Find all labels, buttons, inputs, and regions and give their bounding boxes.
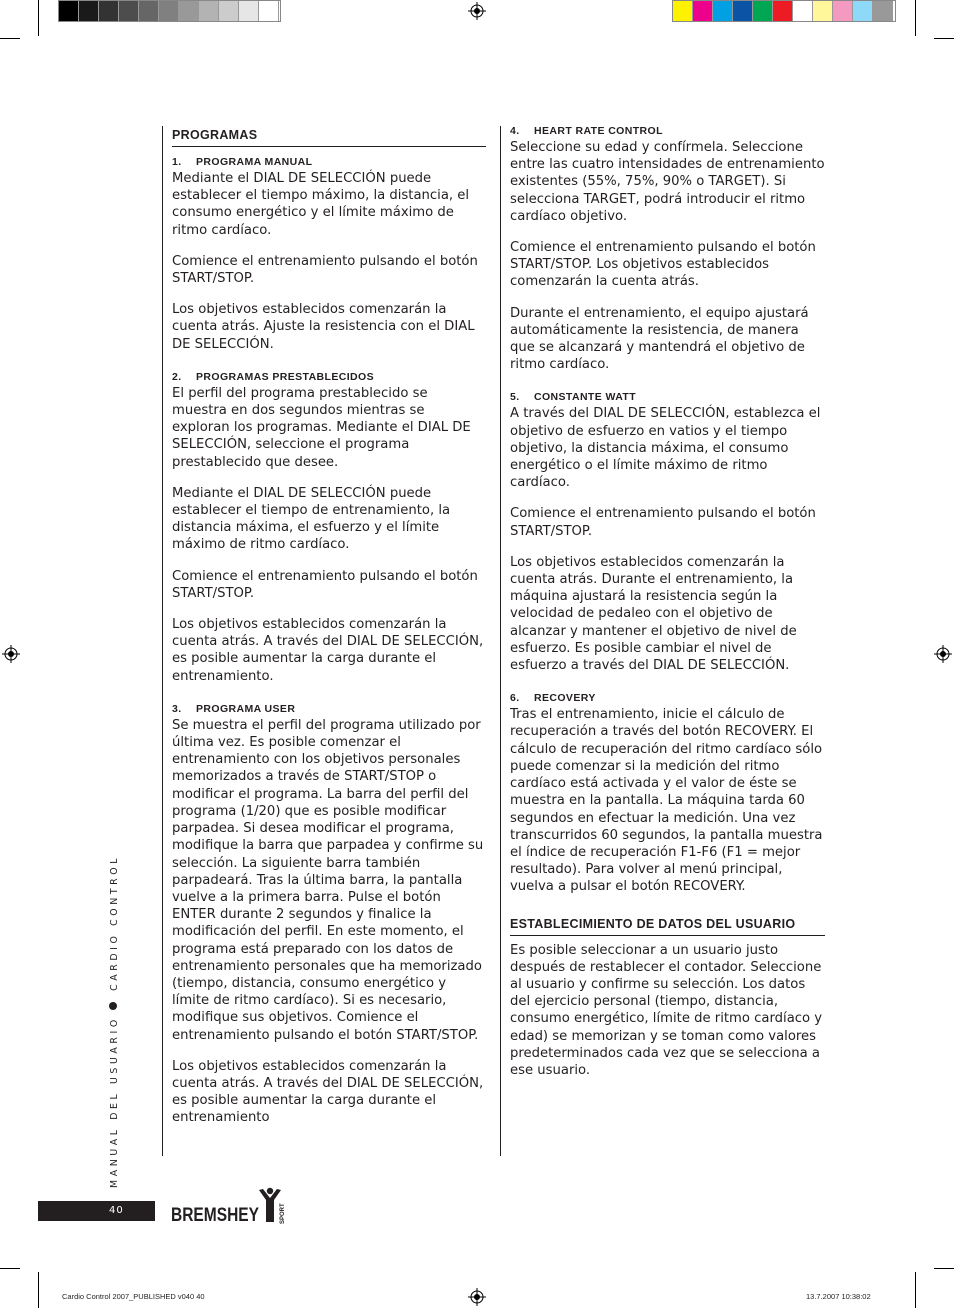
registration-mark-icon [468, 1288, 486, 1306]
color-swatch [693, 1, 713, 21]
crop-mark [38, 0, 39, 36]
paragraph: Los objetivos establecidos comenzarán la cuenta atrás. Durante el entrenamiento, la máquina ajustará la resistencia según la velocidad de pedaleo con el objetivo de alcanzar y mantener el objetivo de nivel de esfuerzo. Es posible cambiar el nivel de esfuerzo a través del DIAL DE SELECCIÓN. [510, 554, 797, 674]
footer-slug-right: 13.7.2007 10:38:02 [806, 1292, 871, 1301]
color-swatch [773, 1, 793, 21]
grey-swatch [79, 1, 99, 21]
column-rule [500, 126, 501, 1156]
grey-swatch [139, 1, 159, 21]
left-column [172, 124, 486, 1127]
crop-mark [934, 1268, 954, 1269]
paragraph: Los objetivos establecidos comenzarán la cuenta atrás. Ajuste la resistencia con el DIAL DE SELECCIÓN. [172, 302, 475, 352]
color-calibration-bar [672, 0, 896, 22]
crop-mark [915, 1272, 916, 1308]
paragraph: Comience el entrenamiento pulsando el botón START/STOP. Los objetivos establecidos comenzarán la cuenta atrás. [510, 240, 816, 290]
logo-sport-text: SPORT [280, 1203, 286, 1224]
grey-swatch [239, 1, 259, 21]
subheading-programa-user: 3. PROGRAMA USER [172, 702, 296, 715]
paragraph: Durante el entrenamiento, el equipo ajustará automáticamente la resistencia, de manera que se alcanzará y mantendrá el objetivo de ritmo cardíaco. [510, 305, 809, 373]
section-title-programas: PROGRAMAS [172, 124, 486, 147]
color-swatch [813, 1, 833, 21]
color-swatch [753, 1, 773, 21]
column-rule [162, 126, 163, 1156]
grey-swatch [179, 1, 199, 21]
logo-figure-icon [259, 1188, 281, 1222]
footer-slug-left: Cardio Control 2007_PUBLISHED v040 40 [62, 1292, 205, 1301]
crop-mark [38, 1272, 39, 1308]
color-swatch [673, 1, 693, 21]
paragraph: Mediante el DIAL DE SELECCIÓN puede establecer el tiempo máximo, la distancia, el consumo energético y el límite máximo de ritmo cardíaco. [172, 171, 470, 238]
section-title-establecimiento: ESTABLECIMIENTO DE DATOS DEL USUARIO [510, 913, 825, 936]
paragraph: Es posible seleccionar a un usuario justo después de restablecer el contador. Seleccione al usuario y confirme su selección. Los datos del ejercicio personal (tiempo, distancia, consumo energético, límite de ritmo cardíaco y edad) se memorizan y se toman como valores predeterminados cada vez que se selecciona a ese usuario. [510, 942, 823, 1078]
bremshey-logo [170, 1186, 288, 1226]
grey-swatch [59, 1, 79, 21]
crop-mark [0, 38, 20, 39]
grey-swatch [99, 1, 119, 21]
subheading-recovery: 6. RECOVERY [510, 692, 596, 705]
page-number: 40 [109, 1205, 124, 1216]
paragraph: Comience el entrenamiento pulsando el botón START/STOP. [172, 568, 478, 601]
logo-wordmark: BREMSHEY [171, 1205, 260, 1226]
paragraph: Se muestra el perfil del programa utilizado por última vez. Es posible comenzar el entrenamiento con los objetivos personales memorizados a través de START/STOP o modificar el programa. La barra del perfil del programa (1/20) que es posible modificar parpadea. Si desea modificar el programa, modifique la barra que parpadea y confirme su selección. La siguiente barra también parpadeará. Tras la última barra, la pantalla vuelve a la primera barra. Pulse el botón ENTER durante 2 segundos y finalice la modificación del perfil. En este momento, el programa está preparado con los datos de entrenamiento personales que ha memorizado (tiempo, distancia, consumo energético y límite de ritmo cardíaco). Si es necesario, modifique sus objetivos. Comience el entrenamiento pulsando el botón START/STOP. [172, 717, 484, 1043]
paragraph: A través del DIAL DE SELECCIÓN, establezca el objetivo de esfuerzo en vatios y el tiempo objetivo, la distancia máxima, el consumo energético o el límite máximo de ritmo cardíaco. [510, 406, 821, 491]
greyscale-calibration-bar [58, 0, 281, 22]
subheading-programa-manual: 1. PROGRAMA MANUAL [172, 156, 313, 168]
grey-swatch [219, 1, 239, 21]
page-number-bar [38, 1201, 155, 1221]
registration-mark-icon [2, 645, 20, 663]
registration-mark-icon [468, 2, 486, 20]
crop-mark [0, 1268, 20, 1269]
color-swatch [733, 1, 753, 21]
subheading-heart-rate-control: 4. HEART RATE CONTROL [510, 125, 663, 137]
subheading-programas-prestablecidos: 2. PROGRAMAS PRESTABLECIDOS [172, 370, 374, 383]
color-swatch [793, 1, 813, 21]
color-swatch [833, 1, 853, 21]
color-swatch [713, 1, 733, 21]
color-swatch [873, 1, 893, 21]
paragraph: Seleccione su edad y confírmela. Seleccione entre las cuatro intensidades de entrenamiento existentes (55%, 75%, 90% o TARGET). Si selecciona TARGET, podrá introducir el ritmo cardíaco objetivo. [510, 140, 825, 224]
paragraph: Los objetivos establecidos comenzarán la cuenta atrás. A través del DIAL DE SELECCIÓN, es posible aumentar la carga durante el entrenamiento. [172, 617, 484, 684]
paragraph: Comience el entrenamiento pulsando el botón START/STOP. [510, 506, 816, 539]
subheading-constante-watt: 5. CONSTANTE WATT [510, 391, 637, 404]
side-running-title: MANUAL DEL USUARIO CARDIO CONTROL [109, 854, 120, 1188]
paragraph: El perfil del programa prestablecido se muestra en dos segundos mientras se exploran los programas. Mediante el DIAL DE SELECCIÓN, seleccione el programa prestablecido que desee. [172, 385, 471, 470]
registration-mark-icon [934, 645, 952, 663]
paragraph: Comience el entrenamiento pulsando el botón START/STOP. [172, 253, 478, 287]
color-swatch [853, 1, 873, 21]
grey-swatch [199, 1, 219, 21]
grey-swatch [119, 1, 139, 21]
crop-mark [915, 0, 916, 36]
bullet-dot-icon [109, 1002, 117, 1010]
crop-mark [934, 38, 954, 39]
paragraph: Mediante el DIAL DE SELECCIÓN puede establecer el tiempo de entrenamiento, la distancia máxima, el esfuerzo y el límite máximo de ritmo cardíaco. [172, 485, 451, 553]
paragraph: Tras el entrenamiento, inicie el cálculo de recuperación a través del botón RECOVERY. El cálculo de recuperación del ritmo cardíaco sólo puede comenzar si la medición del ritmo cardíaco está activada y el valor de éste se muestra en la pantalla. La máquina tarda 60 segundos en efectuar la medición. Una vez transcurridos 60 segundos, la pantalla muestra el índice de recuperación F1-F6 (F1 = mejor resultado). Para volver al menú principal, vuelva a pulsar el botón RECOVERY. [510, 707, 823, 895]
grey-swatch [159, 1, 179, 21]
right-column [510, 124, 825, 1079]
grey-swatch [259, 1, 279, 21]
paragraph: Los objetivos establecidos comenzarán la cuenta atrás. A través del DIAL DE SELECCIÓN, es posible aumentar la carga durante el entrenamiento [172, 1058, 484, 1126]
